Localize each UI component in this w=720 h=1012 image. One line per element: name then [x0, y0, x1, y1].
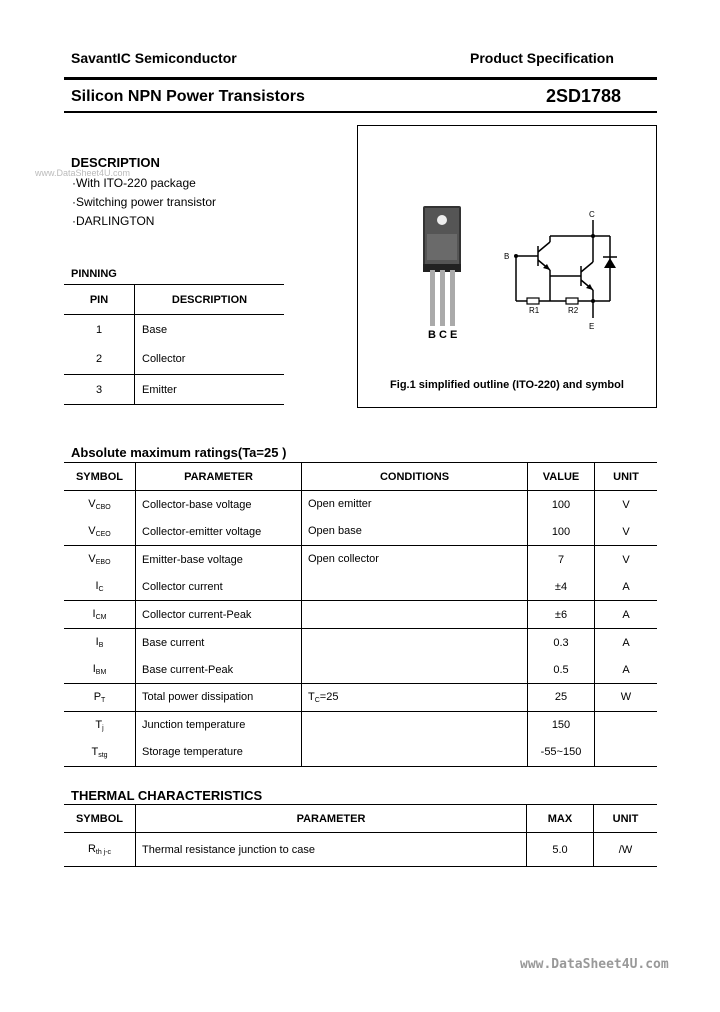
unit-cell: A	[622, 663, 630, 676]
unit-cell	[595, 739, 658, 767]
value-cell: ±4	[528, 573, 595, 601]
symbol-subscript: B	[98, 642, 104, 650]
symbol-label-b: B	[504, 252, 510, 261]
pin-number: 1	[64, 315, 135, 345]
max-header: MAX	[527, 805, 594, 833]
table-row	[64, 628, 657, 656]
symbol-cell	[64, 628, 136, 656]
unit-header: UNIT	[612, 812, 639, 825]
conditions-cell	[302, 628, 528, 656]
table-row	[64, 656, 657, 684]
conditions-cell	[302, 546, 528, 574]
conditions-cell	[302, 656, 528, 684]
table-row	[64, 573, 657, 601]
parameter-cell: Collector-emitter voltage	[136, 518, 302, 546]
conditions-cell	[302, 601, 528, 629]
symbol-main: T	[91, 745, 99, 758]
table-row	[64, 518, 657, 546]
parameter-cell: Storage temperature	[136, 739, 302, 767]
table-row	[64, 833, 657, 867]
symbol-cell	[64, 573, 136, 601]
symbol-header: SYMBOL	[64, 805, 136, 833]
company-name: SavantIC Semiconductor	[71, 50, 237, 66]
unit-cell: A	[622, 608, 630, 621]
symbol-main: V	[88, 525, 96, 538]
unit-cell: V	[622, 498, 630, 511]
symbol-cell	[64, 546, 136, 574]
symbol-cell	[64, 601, 136, 629]
symbol-cell	[64, 711, 136, 739]
thermal-header-row	[64, 805, 657, 833]
conditions-header: CONDITIONS	[302, 463, 528, 491]
value-cell: 100	[528, 491, 595, 519]
value-cell: 150	[528, 711, 595, 739]
description-item: ·DARLINGTON	[72, 214, 155, 228]
value-cell: 100	[528, 518, 595, 546]
symbol-main: T	[95, 718, 103, 731]
parameter-cell: Collector-base voltage	[136, 491, 302, 519]
table-row	[64, 711, 657, 739]
value-cell: 7	[528, 546, 595, 574]
description-item: ·With ITO-220 package	[72, 176, 196, 190]
pin-description: Emitter	[142, 383, 177, 396]
symbol-subscript: stg	[98, 751, 108, 759]
symbol-cell	[64, 518, 136, 546]
parameter-cell: Thermal resistance junction to case	[136, 833, 527, 867]
pin-description: Base	[142, 323, 168, 336]
pinning-table	[64, 284, 284, 405]
symbol-main: R	[87, 843, 96, 855]
table-row	[64, 345, 284, 375]
abs-max-table	[64, 462, 657, 767]
pin-header: PIN	[64, 285, 135, 315]
symbol-header: SYMBOL	[64, 463, 136, 491]
symbol-subscript: CM	[95, 614, 107, 622]
table-row	[64, 684, 657, 712]
symbol-main: I	[92, 663, 96, 676]
symbol-subscript: C	[98, 586, 104, 594]
condition-text: T	[308, 690, 315, 703]
conditions-cell	[302, 491, 528, 519]
value-cell: 0.5	[528, 656, 595, 684]
symbol-label-r2: R2	[568, 306, 579, 315]
conditions-cell	[302, 573, 528, 601]
table-row	[64, 601, 657, 629]
unit-cell: V	[622, 525, 630, 538]
unit-cell: /W	[618, 843, 633, 856]
condition-text: Open collector	[308, 553, 379, 566]
pin-description: Collector	[142, 353, 186, 366]
table-row	[64, 315, 284, 345]
symbol-main: I	[95, 636, 99, 649]
symbol-cell	[64, 739, 136, 767]
symbol-cell	[64, 656, 136, 684]
max-cell: 5.0	[527, 833, 594, 867]
pinning-title: PINNING	[71, 268, 117, 280]
symbol-subscript: j	[102, 724, 104, 732]
thermal-title: THERMAL CHARACTERISTICS	[71, 788, 263, 803]
table-row	[64, 739, 657, 767]
parameter-cell: Collector current	[136, 573, 302, 601]
description-item: ·Switching power transistor	[72, 195, 217, 209]
unit-header: UNIT	[613, 470, 639, 483]
part-number: 2SD1788	[546, 86, 622, 106]
condition-rest: =25	[319, 690, 339, 703]
symbol-subscript: EBO	[95, 559, 111, 567]
symbol-main: V	[88, 498, 96, 511]
footer-watermark: www.DataSheet4U.com	[520, 957, 669, 972]
symbol-main: V	[88, 553, 96, 566]
parameter-header: PARAMETER	[136, 805, 527, 833]
doc-type: Product Specification	[470, 50, 614, 66]
pin-number: 3	[64, 375, 135, 405]
header-rule-top	[64, 77, 657, 80]
pinning-header-row	[64, 285, 284, 315]
symbol-main: I	[92, 608, 96, 621]
symbol-cell	[64, 491, 136, 519]
value-cell: 0.3	[528, 628, 595, 656]
symbol-subscript: th j-c	[95, 849, 112, 856]
figure-box	[357, 125, 657, 408]
symbol-cell	[64, 684, 136, 712]
table-row	[64, 375, 284, 405]
symbol-label-c: C	[589, 210, 595, 219]
pin-number: 2	[64, 345, 135, 375]
parameter-cell: Emitter-base voltage	[136, 546, 302, 574]
table-row	[64, 491, 657, 519]
figure-caption: Fig.1 simplified outline (ITO-220) and symbol	[390, 379, 624, 391]
symbol-subscript: CEO	[95, 531, 111, 539]
value-cell: -55~150	[528, 739, 595, 767]
product-line: Silicon NPN Power Transistors	[71, 88, 305, 105]
symbol-subscript: BM	[95, 669, 107, 677]
darlington-symbol	[488, 208, 638, 333]
parameter-cell: Total power dissipation	[136, 684, 302, 712]
package-outline-image	[413, 204, 473, 334]
symbol-label-e: E	[589, 322, 595, 331]
description-title: DESCRIPTION	[71, 155, 160, 170]
abs-max-title: Absolute maximum ratings(Ta=25 )	[71, 445, 287, 460]
symbol-main: P	[93, 690, 102, 703]
watermark-text: www.DataSheet4U.com	[35, 168, 131, 178]
pin-description-header: DESCRIPTION	[171, 293, 248, 306]
description-list	[72, 174, 216, 231]
parameter-cell: Junction temperature	[136, 711, 302, 739]
parameter-cell: Base current-Peak	[136, 656, 302, 684]
value-cell: 25	[528, 684, 595, 712]
conditions-cell	[302, 711, 528, 739]
conditions-cell	[302, 518, 528, 546]
package-pin-labels: B C E	[428, 329, 458, 341]
symbol-main: I	[95, 580, 99, 593]
parameter-header: PARAMETER	[136, 463, 302, 491]
conditions-cell	[302, 684, 528, 712]
conditions-cell	[302, 739, 528, 767]
thermal-table	[64, 804, 657, 867]
condition-text: Open emitter	[308, 498, 372, 511]
condition-subscript: C	[314, 696, 320, 704]
symbol-subscript: CBO	[95, 504, 111, 512]
value-header: VALUE	[528, 463, 595, 491]
unit-cell: A	[622, 580, 630, 593]
unit-cell	[595, 711, 658, 739]
symbol-label-r1: R1	[529, 306, 540, 315]
table-row	[64, 546, 657, 574]
value-cell: ±6	[528, 601, 595, 629]
condition-text: Open base	[308, 525, 362, 538]
parameter-cell: Base current	[136, 628, 302, 656]
parameter-cell: Collector current-Peak	[136, 601, 302, 629]
symbol-subscript: T	[101, 696, 106, 704]
unit-cell: W	[620, 691, 632, 704]
symbol-cell	[64, 833, 136, 867]
unit-cell: A	[622, 636, 630, 649]
abs-max-header-row	[64, 463, 657, 491]
header-rule-bottom	[64, 111, 657, 113]
unit-cell: V	[622, 553, 630, 566]
